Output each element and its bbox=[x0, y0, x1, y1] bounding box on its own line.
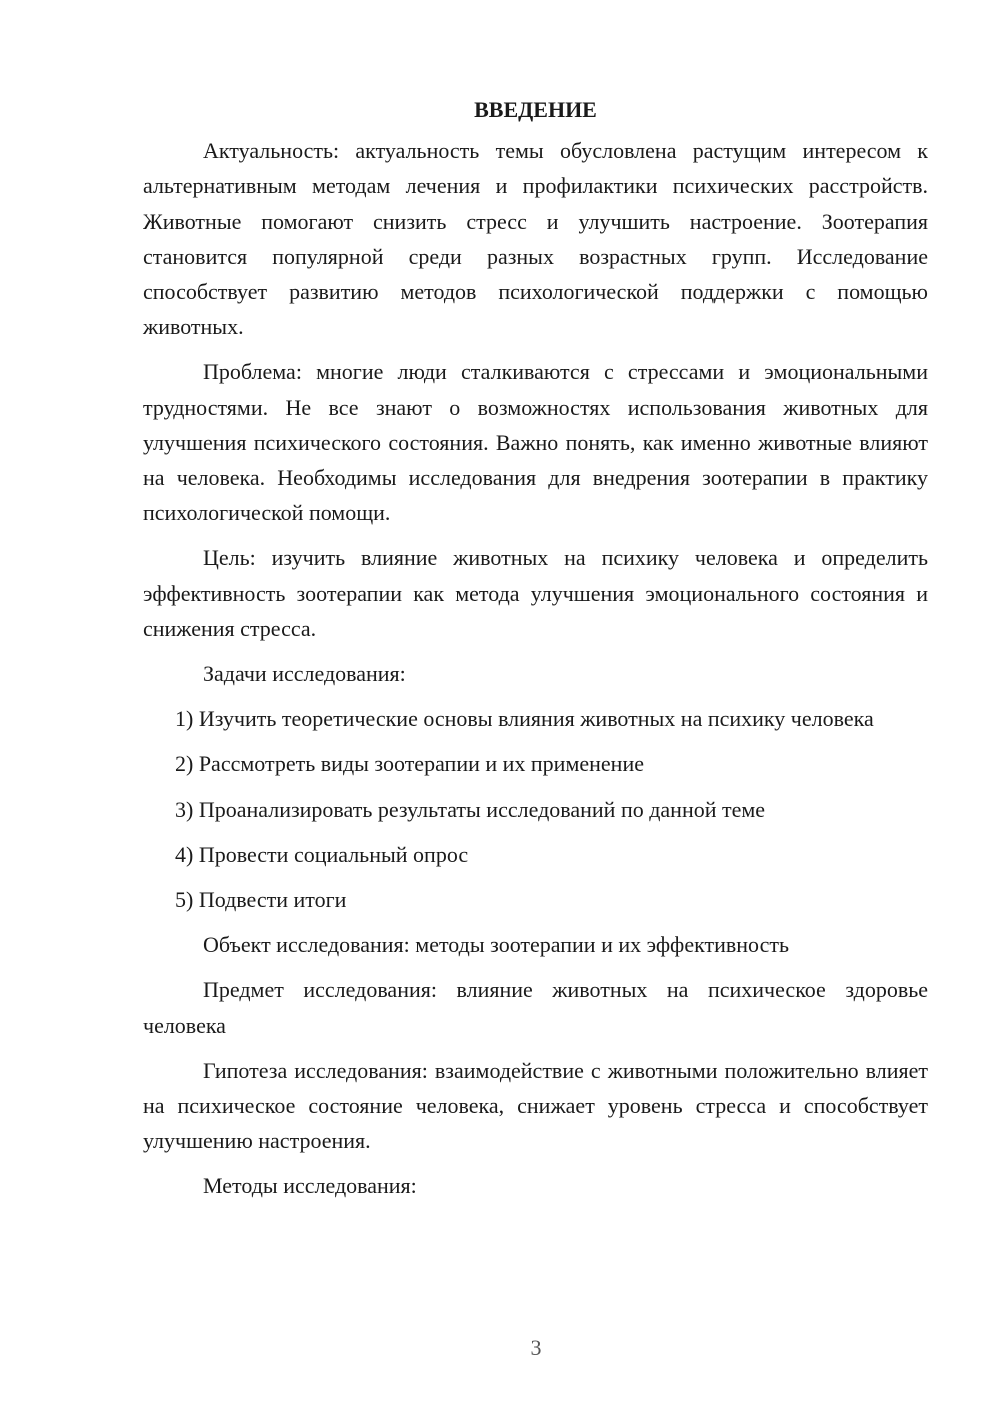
list-item: 3) Проанализировать результаты исследований по данной теме bbox=[175, 796, 766, 822]
tasks-heading: Задачи исследования: bbox=[203, 661, 406, 687]
tasks-list bbox=[143, 701, 928, 917]
list-item: 2) Рассмотреть виды зоотерапии и их применение bbox=[175, 751, 644, 777]
paragraph-hypothesis: Гипотеза исследования: взаимодействие с животными положительно влияет на психическое состояние человека, снижает уровень стресса и способствует улучшению настроения. bbox=[143, 1057, 928, 1154]
paragraph-subject: Предмет исследования: влияние животных на психическое здоровье человека bbox=[143, 977, 928, 1038]
list-item: 1) Изучить теоретические основы влияния животных на психику человека bbox=[175, 706, 874, 732]
paragraph-problem: Проблема: многие люди сталкиваются с стрессами и эмоциональными трудностями. Не все знают о возможностях использования животных для улучшения психического состояния. Важно понять, как именно животные влияют на человека. Необходимы исследования для внедрения зоотерапии в практику психологической помощи. bbox=[143, 359, 928, 526]
methods-heading: Методы исследования: bbox=[203, 1173, 417, 1199]
paragraph-object: Объект исследования: методы зоотерапии и их эффективность bbox=[203, 932, 789, 958]
list-item: 4) Провести социальный опрос bbox=[175, 841, 469, 867]
section-title: ВВЕДЕНИЕ bbox=[474, 97, 597, 122]
page-number: 3 bbox=[530, 1335, 542, 1360]
paragraph-relevance: Актуальность: актуальность темы обусловлена растущим интересом к альтернативным методам лечения и профилактики психических расстройств. Животные помогают снизить стресс и улучшить настроение. Зоотерапия становится популярной среди разных возрастных групп. Исследование способствует развитию методов психологической поддержки с помощью животных. bbox=[143, 138, 928, 340]
paragraph-goal: Цель: изучить влияние животных на психику человека и определить эффективность зоотерапии как метода улучшения эмоционального состояния и снижения стресса. bbox=[143, 545, 928, 641]
list-item: 5) Подвести итоги bbox=[175, 887, 347, 913]
document-body bbox=[143, 92, 928, 1214]
